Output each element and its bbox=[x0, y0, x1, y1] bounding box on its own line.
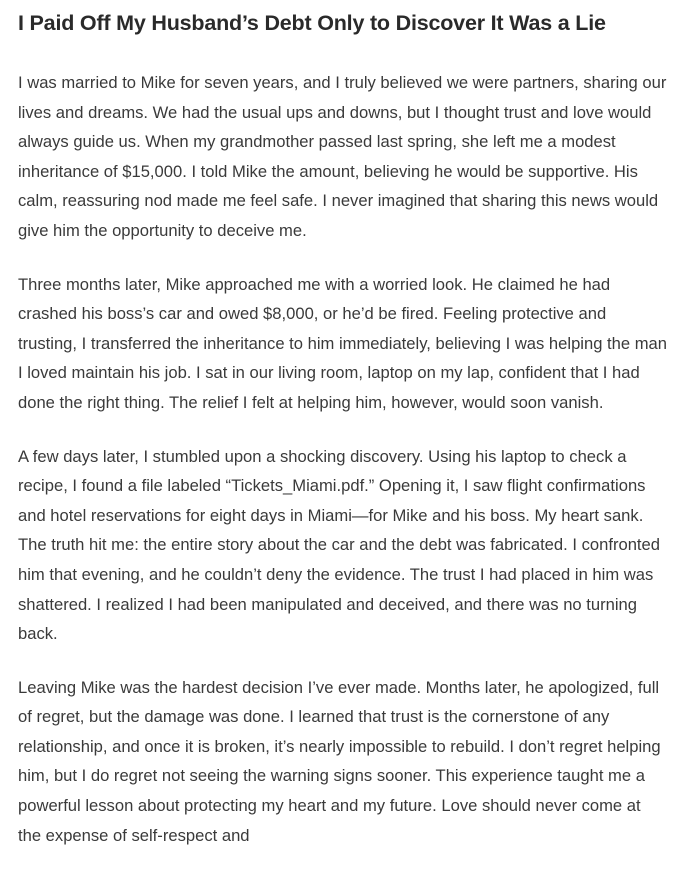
article-paragraph-2: Three months later, Mike approached me with a worried look. He claimed he had crashed his boss’s car and owed $8,000, or he’d be fired. Feeling protective and trusting, I transferred the inheritance to him immediately, believing I was helping the man I loved maintain his job. I sat in our living room, laptop on my lap, confident that I had done the right thing. The relief I felt at helping him, however, would soon vanish. bbox=[18, 274, 668, 412]
article-paragraph-1: I was married to Mike for seven years, and I truly believed we were partners, sharing our lives and dreams. We had the usual ups and downs, but I thought trust and love would always guide us. When my grandmother passed last spring, she left me a modest inheritance of $15,000. I told Mike the amount, believing he would be supportive. His calm, reassuring nod made me feel safe. I never imagined that sharing this news would give him the opportunity to deceive me. bbox=[18, 73, 667, 240]
article bbox=[18, 0, 682, 850]
article-paragraph-4: Leaving Mike was the hardest decision I’ve ever made. Months later, he apologized, full of regret, but the damage was done. I learned that trust is the cornerstone of any relationship, and once it is broken, it’s nearly impossible to rebuild. I don’t regret helping him, but I do regret not seeing the warning signs sooner. This experience taught me a powerful lesson about protecting my heart and my future. Love should never come at the expense of self-respect and bbox=[18, 677, 661, 845]
article-paragraph-3: A few days later, I stumbled upon a shocking discovery. Using his laptop to check a recipe, I found a file labeled “Tickets_Miami.pdf.” Opening it, I saw flight confirmations and hotel reservations for eight days in Miami—for Mike and his boss. My heart sank. The truth hit me: the entire story about the car and the debt was fabricated. I confronted him that evening, and he couldn’t deny the evidence. The trust I had placed in him was shattered. I realized I had been manipulated and deceived, and there was no turning back. bbox=[18, 446, 660, 644]
article-title: I Paid Off My Husband’s Debt Only to Discover It Was a Lie bbox=[18, 11, 606, 35]
